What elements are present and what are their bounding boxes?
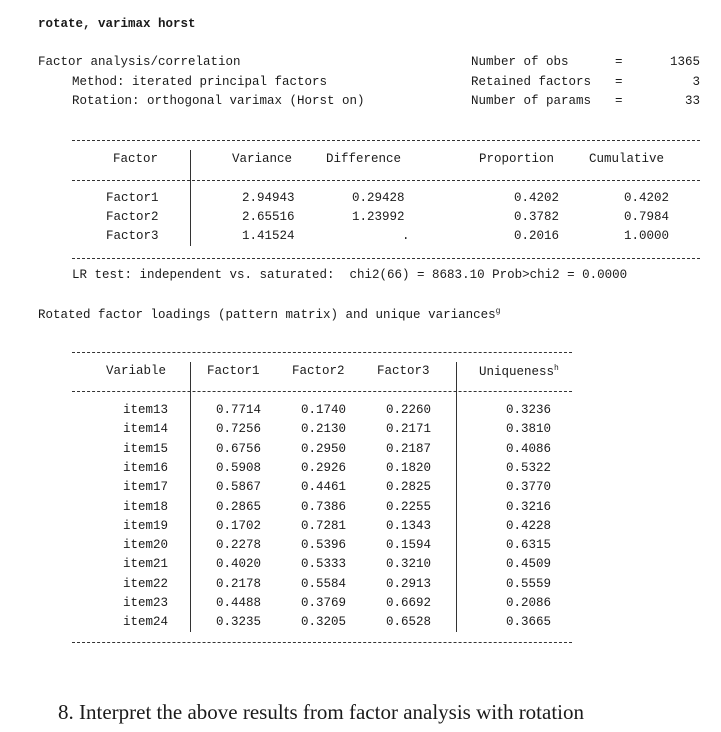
cell-factor3: 0.2187 [386, 441, 432, 456]
cell-factor1: 0.5908 [216, 460, 262, 475]
stat-eq: = [615, 75, 623, 89]
method-line: Method: iterated principal factors [72, 75, 328, 89]
cell-factor2: 0.5396 [301, 538, 347, 553]
stat-eq: = [615, 94, 623, 108]
cell-factor3: 0.2171 [386, 422, 432, 437]
cell-factor3: 0.1820 [386, 460, 432, 475]
command-line: rotate, varimax horst [38, 17, 196, 31]
row-label: item17 [123, 480, 169, 495]
cell-factor1: 0.5867 [216, 480, 262, 495]
cell-factor3: 0.1594 [386, 538, 432, 553]
cell-factor1: 0.6756 [216, 441, 262, 456]
cell-factor1: 0.2278 [216, 538, 262, 553]
cell-factor2: 0.4461 [301, 480, 347, 495]
cell-factor3: 0.2260 [386, 403, 432, 417]
cell-factor2: 0.7386 [301, 499, 347, 514]
row-label: item20 [123, 538, 169, 553]
variance-header-variance: Variance [232, 152, 293, 166]
cell-factor2: 0.3769 [301, 596, 347, 610]
variance-header-factor: Factor [113, 152, 159, 166]
column-separator [456, 362, 457, 632]
rotation-line: Rotation: orthogonal varimax (Horst on) [72, 94, 365, 108]
footnote-marker: g [495, 307, 501, 316]
cell-factor3: 0.1343 [386, 518, 432, 533]
cell-uniqueness: 0.6315 [506, 538, 552, 553]
cell-variance: 1.41524 [242, 229, 295, 243]
cell-factor3: 0.2913 [386, 576, 432, 591]
cell-factor2: 0.2130 [301, 422, 347, 437]
cell-factor2: 0.2950 [301, 441, 347, 456]
cell-cumulative: 0.4202 [624, 191, 670, 205]
row-label: item22 [123, 576, 169, 591]
cell-factor2: 0.7281 [301, 518, 347, 533]
cell-difference: 0.29428 [352, 191, 405, 205]
cell-uniqueness: 0.5322 [506, 460, 552, 475]
cell-difference: . [402, 229, 410, 243]
row-label: item19 [123, 518, 169, 533]
cell-factor3: 0.2255 [386, 499, 432, 514]
variance-header-cumulative: Cumulative [589, 152, 665, 166]
cell-factor2: 0.1740 [301, 403, 347, 417]
row-label: item18 [123, 499, 169, 514]
cell-uniqueness: 0.4086 [506, 441, 552, 456]
variance-header-difference: Difference [326, 152, 402, 166]
loadings-header-factor1: Factor1 [207, 364, 260, 378]
cell-factor2: 0.3205 [301, 615, 347, 630]
row-label: item14 [123, 422, 169, 437]
stat-value: 3 [692, 75, 700, 89]
table-rule [72, 642, 572, 643]
cell-factor1: 0.7256 [216, 422, 262, 437]
cell-variance: 2.94943 [242, 191, 295, 205]
row-label: item13 [123, 403, 169, 417]
cell-uniqueness: 0.4509 [506, 557, 552, 572]
cell-proportion: 0.3782 [514, 210, 560, 224]
cell-factor2: 0.5333 [301, 557, 347, 572]
cell-uniqueness: 0.5559 [506, 576, 552, 591]
cell-factor1: 0.1702 [216, 518, 262, 533]
cell-factor1: 0.3235 [216, 615, 262, 630]
stat-label: Number of params [471, 94, 592, 108]
table-rule [72, 140, 700, 141]
row-label: Factor3 [106, 229, 159, 243]
cell-factor2: 0.5584 [301, 576, 347, 591]
cell-factor3: 0.6528 [386, 615, 432, 630]
cell-uniqueness: 0.3236 [506, 403, 552, 417]
question-text: 8. Interpret the above results from factor analysis with rotation [58, 700, 585, 724]
cell-cumulative: 0.7984 [624, 210, 670, 224]
table-rule [72, 180, 700, 181]
loadings-header-factor3: Factor3 [377, 364, 430, 378]
row-label: Factor1 [106, 191, 159, 205]
stat-value: 33 [684, 94, 700, 108]
uniqueness-label: Uniqueness [479, 365, 555, 380]
row-label: item21 [123, 557, 169, 572]
table-rule [72, 258, 700, 259]
footnote-marker: h [554, 364, 559, 373]
loadings-title-text: Rotated factor loadings (pattern matrix) and unique variances [38, 308, 496, 323]
cell-proportion: 0.2016 [514, 229, 560, 243]
cell-factor3: 0.2825 [386, 480, 432, 495]
stat-eq: = [615, 55, 623, 69]
analysis-title: Factor analysis/correlation [38, 55, 241, 69]
lr-test-line: LR test: independent vs. saturated: chi2(66) = 8683.10 Prob>chi2 = 0.0000 [72, 268, 628, 282]
row-label: Factor2 [106, 210, 159, 224]
cell-proportion: 0.4202 [514, 191, 560, 205]
loadings-header-variable: Variable [106, 364, 167, 378]
column-separator [190, 150, 191, 246]
cell-uniqueness: 0.3770 [506, 480, 552, 495]
row-label: item23 [123, 596, 169, 610]
cell-variance: 2.65516 [242, 210, 295, 224]
loadings-header-uniqueness [479, 364, 559, 379]
cell-factor3: 0.3210 [386, 557, 432, 572]
cell-uniqueness: 0.3665 [506, 615, 552, 630]
cell-factor1: 0.7714 [216, 403, 262, 417]
cell-factor3: 0.6692 [386, 596, 432, 610]
cell-cumulative: 1.0000 [624, 229, 670, 243]
cell-factor1: 0.4488 [216, 596, 262, 610]
cell-uniqueness: 0.2086 [506, 596, 552, 610]
cell-factor1: 0.4020 [216, 557, 262, 572]
cell-factor1: 0.2865 [216, 499, 262, 514]
table-rule [72, 352, 572, 353]
row-label: item15 [123, 441, 169, 456]
variance-header-proportion: Proportion [479, 152, 555, 166]
row-label: item24 [123, 615, 169, 630]
row-label: item16 [123, 460, 169, 475]
column-separator [190, 362, 191, 632]
cell-uniqueness: 0.4228 [506, 518, 552, 533]
cell-uniqueness: 0.3810 [506, 422, 552, 437]
cell-factor2: 0.2926 [301, 460, 347, 475]
loadings-title [38, 307, 500, 322]
stat-label: Number of obs [471, 55, 569, 69]
stat-value: 1365 [669, 55, 700, 69]
stat-label: Retained factors [471, 75, 592, 89]
cell-uniqueness: 0.3216 [506, 499, 552, 514]
cell-difference: 1.23992 [352, 210, 405, 224]
table-rule [72, 391, 572, 392]
cell-factor1: 0.2178 [216, 576, 262, 591]
loadings-header-factor2: Factor2 [292, 364, 345, 378]
